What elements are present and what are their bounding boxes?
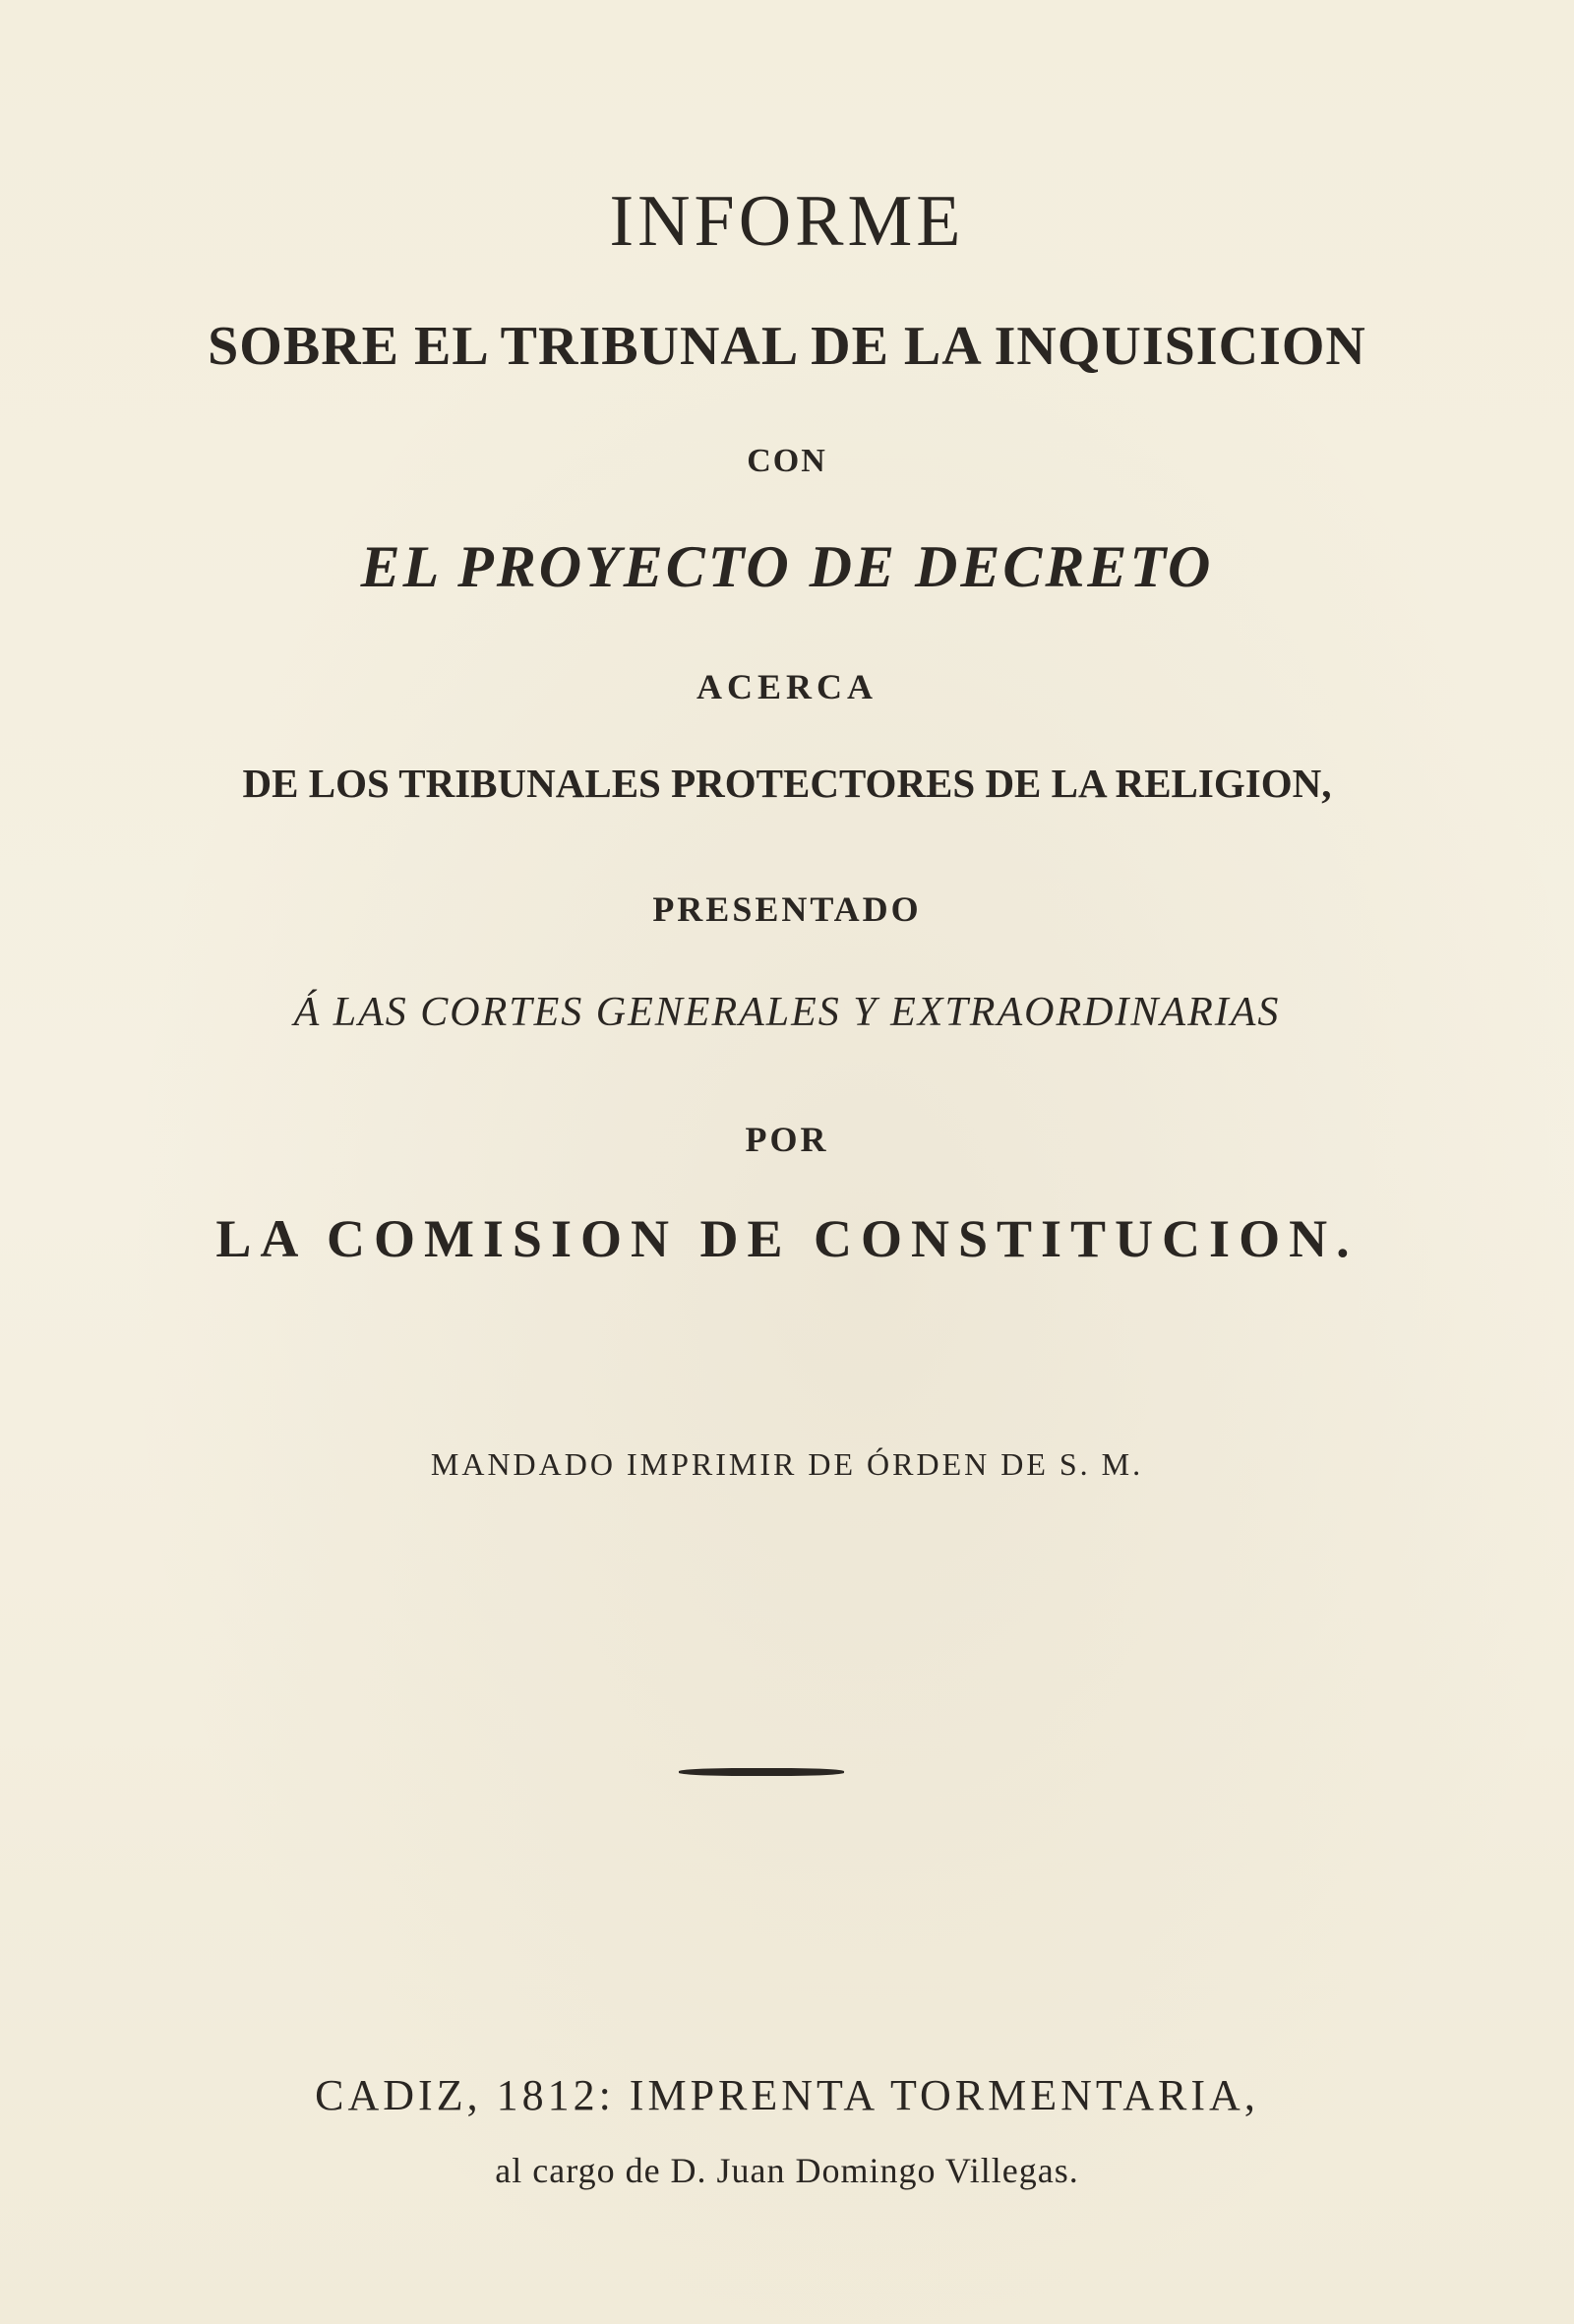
commission-line: LA COMISION DE CONSTITUCION. [215, 1209, 1359, 1268]
connector-con: CON [747, 443, 827, 479]
ornamental-rule [679, 1768, 844, 1776]
imprint-printer-name: al cargo de D. Juan Domingo Villegas. [495, 2151, 1079, 2190]
imprint-place-date: CADIZ, 1812: IMPRENTA TORMENTARIA, [315, 2071, 1259, 2119]
tribunals-line: DE LOS TRIBUNALES PROTECTORES DE LA RELIGION, [242, 761, 1332, 806]
connector-presentado: PRESENTADO [652, 889, 922, 929]
printing-order-line: MANDADO IMPRIMIR DE ÓRDEN DE S. M. [430, 1446, 1144, 1482]
decree-project-heading: EL PROYECTO DE DECRETO [360, 534, 1214, 599]
connector-por: POR [745, 1120, 829, 1159]
document-subtitle: SOBRE EL TRIBUNAL DE LA INQUISICION [208, 316, 1366, 377]
cortes-line: Á LAS CORTES GENERALES Y EXTRAORDINARIAS [293, 990, 1281, 1035]
document-title: INFORME [609, 181, 965, 262]
connector-acerca: ACERCA [696, 667, 878, 706]
